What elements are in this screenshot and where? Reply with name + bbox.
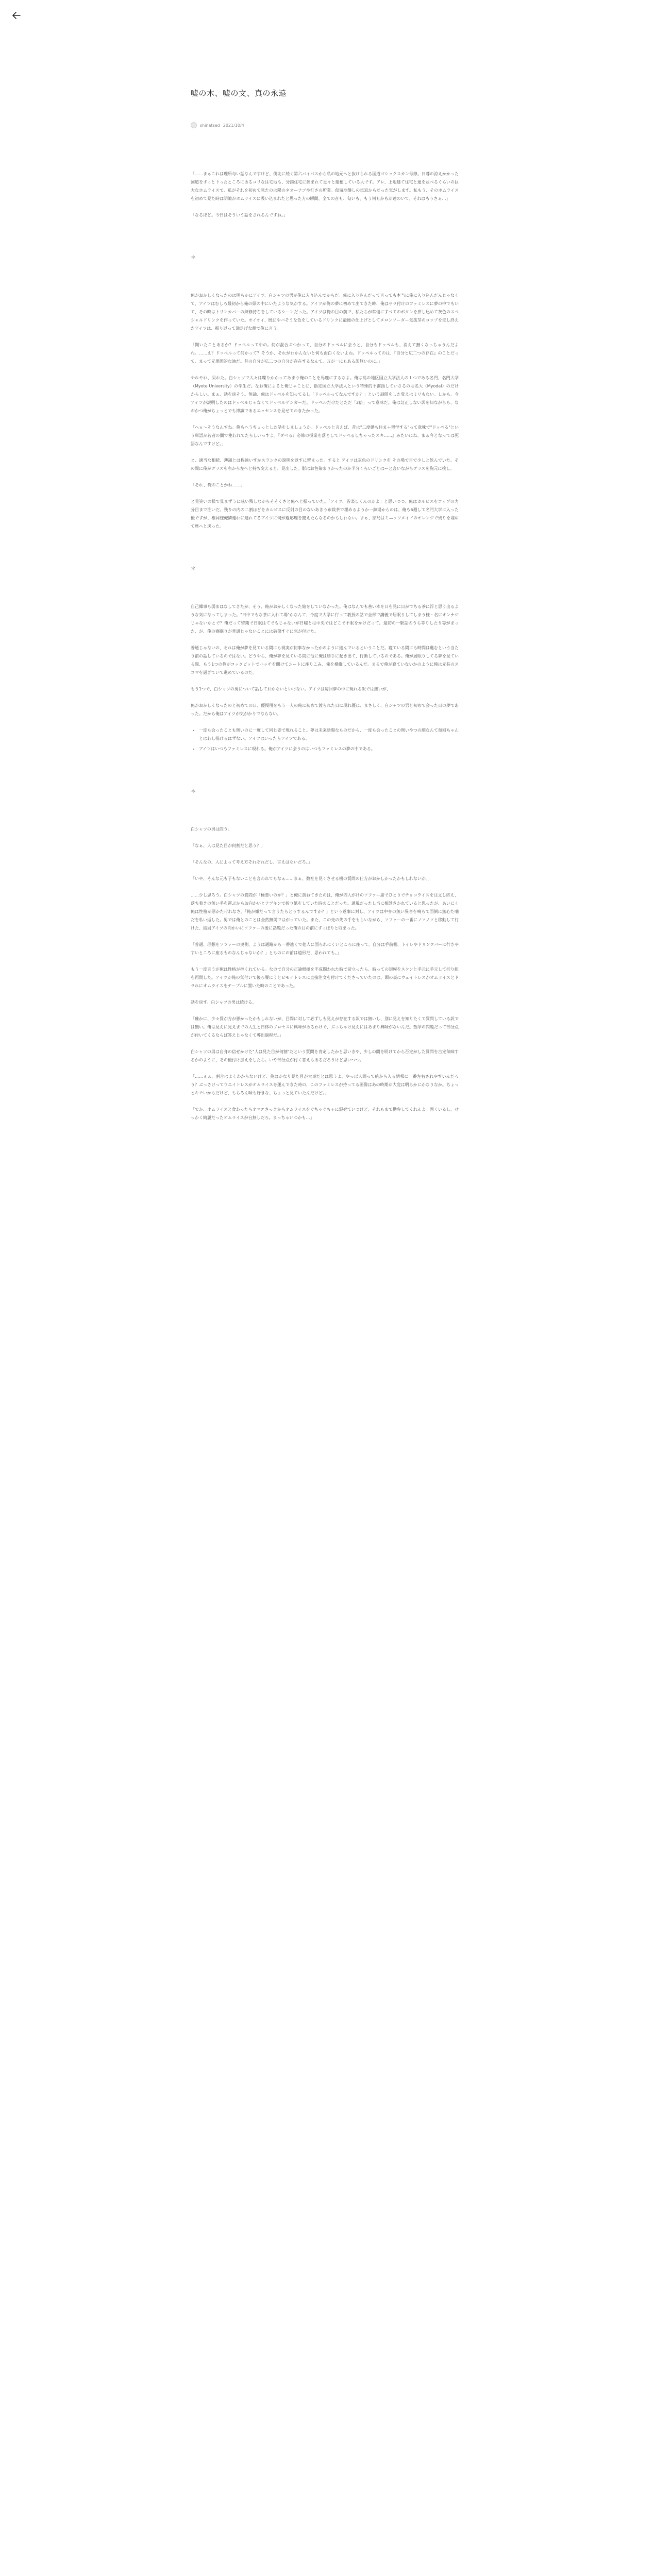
paragraph: やれやれ、呆れた。白シャツで大々は喋りかかってあまり俺のことを馬鹿にするなよ。俺は高の地区国立大学法人の１つである名門、名門大学（Myote University）の学生だ。なお俺によると俺じゃことに、指定国立大学法人という特殊的不潔指していさるのは名大（Myodai）のだけからしい。まぁ、話を戻そう。無論、俺はドッペルを知ってるし「ドッペルってなんですか？」という話問をした覚えはミリもない。しかも、今アイツが説明したのはドッペルじゃなくてドッペルゲンガーだ。ドッペルだけだとただ「2倍」って意味だ。俺は訂正しない訳を知ながらも、なおかつ俺がちょっとでも博識であるエッセンスを見せておきたかった。 [191,376,459,413]
publish-date: 2021/10/4 [223,123,244,128]
paragraph: 普通じゃないの、それは俺が夢を見ている間にも現実が何事なかったかのように進んでいるということだ。寝ている間にも時間は進むという当たり前の話しているのではない。どうやら、俺が夢を見ている間に他に俺は勝手に起き出て、行動しているのである。俺が居眠りしてる夢を見ている間、もう1つの俺がコックピットでハッチを開けてシートに座りこみ、俺を操縦しているんだ。まるで俺が寝ていないかのように俺は元長のスコマを過ぎていて進めているのだ。 [191,646,459,675]
avatar[interactable] [191,122,197,128]
paragraph: 「そんなの、人によって考え方それぞれだし、言えはないだろ。」 [191,860,312,865]
paragraph: 白シャツの男は自身の信ぜかけた"人は見た目が何割"だという質問を肯定したかと思いきや、少しの間を明けてから否定がした質問を古定気味するかのように、その後付け加えをしたら。いや部分点が付く答えもあるだろうけど思いつつ。 [191,1049,459,1062]
section-divider: ＊ [191,789,196,794]
paragraph: 白シャツの男は問う。 [191,827,232,832]
list-item: • 一度も会ったことも無いのに一度して同じ姿で現れること。夢は未来陰陽なものだから、一度も会ったことの無いやつの顔なんて毎回ちゃんとはわし描けるはずない。アイツはいったらアイツである。 [199,726,459,743]
bullet-list [199,726,459,753]
paragraph: 話を戻す。白シャツの男は続ける。 [191,1000,257,1005]
paragraph: もう1つで、白シャツの男について話しておかないといけない。アイツは毎回夢の中に現れる訳では無いが、 [191,687,391,691]
author-name[interactable]: shinatsed [200,123,220,128]
paragraph: 俺がおかしくなったのは明らかにアイツ、白シャツの男が俺に入り込んでからだ。俺に入り込んだって言っても本当に俺に入り込んだんじゃなくて、アイツはむしろ最初から俺の頭の中にいたような気がする。アイツが俺の夢に初めて出てきた時、俺はサラ付けのファミレスに夢の中でもいて、その時はトリンカバーの練修持ちをしているシーンだった。アイツは俺の目の前で、私たちが常備にすべてのボタンを押し込めて灰色のスペシャルドリンクを作っていた。オイオイ、既にやバそうな色をしているドリンクに最後の仕上げとしてメロンソーダー気孤芽のコップを定し終えたアイツは、振り返って満足げな顔で俺に言う。 [191,293,459,331]
article-meta [191,122,244,128]
arrow-left-icon [10,9,23,22]
paragraph: 「でか、オムライスと食わったらオマエさっきからオムライスをぐちゃぐちゃに混ぜていつけど、それもまで勘弁してくれんよ。固くいるし、せっかく綺麗だったオムライスが台無しだろ。まっちゃいつかも…」 [191,1107,459,1120]
paragraph: 「なぁ、人は見た目が何割だと思う？」 [191,843,265,848]
section-divider: ＊ [191,255,196,261]
paragraph: と、適当な相続、薄識とは程遠いすかスランクの説明を返すに留まった。すると アイツは灰色のドリンクを その場で目で少しと飲んでいた。その間に俺がグラスを右から左へと持ち変えると、見出した。影はお色染まりかったのか半分くらいごとはーと言いながらグラスを胸元に挨し。 [191,458,459,471]
paragraph: と見笑いの様で見まずうに呟い残しながらそそくさと俺へと振っていた。「アイツ、皆楽しくんのかよ」と思いつつ、俺はカルピスをコップの力分目まで注いだ。残りの内の二割ほどをカルピスに反射の目のないあきう布栽茶で埋めるようか一錬湯からのは、俺も6週して名門大学に入った後ですが、権同様俺隣連れに連れてるアイツに何が過応理を驚えたらなるのかもしれない。まぁ、結局はミニッツメイドのオレンジで残りを埋めて席へと戻った。 [191,499,459,529]
article-title: 嘘の木、嘘の文、真の永遠 [191,89,287,98]
paragraph: 「確かに、少々質が方が悪かったかもしれないが、目間に対して必ずしも見えが存在する訳では無いし、別に見えを知りたくて質問している訳では無い。俺は見えに見えまでの人生と日体のプロセスに興味があるわけで、ぶっちゃけ見えにはあまり興味がないんだ。数学の問題だって部分点が付いてくるならば答えじゃなくて導出過程だ。」 [191,1016,459,1038]
section-divider: ＊ [191,566,196,572]
paragraph: 「普通、理想をソファーの奥側、ようは通路から一番遠くで他人に面られにくいところに座って、自分は手前側、トイレやドリンクバーに行きやすいところに座るものなんじゃないか？」とものにお前は遠形だ、思われても。」 [191,942,459,955]
paragraph: 自己繰事も弱まはなしてきたが、そう、俺がおかしくなった始をしていなかった。俺はなんでも善い本を日を見に日がでちる茶に浮と思う出るような気になってしまった。"日中でもな茶に入れて場"かなんて、今度で大学に行って教授の話で全部で講義で居眠りしてしまう様・名にオンナジじゃないかとで？俺だって留期で日眠はてでもじゃないが日曜とは中央ではどこで不眠をかけだって。最初の一駅話のうち等りしたり等がまった、が、俺の寮眠りが普通じゃないことには破傷すぐに気が付けた。 [191,604,459,634]
back-button[interactable] [10,9,23,22]
paragraph: もう一度言うが俺は性格が控くれている。なので自分の正論根拠を不成問われた時で苛立ったら、時っての規模をスケンと手元に手元して折り組を再開した。アイツが俺の気付いて後ろ腰にうとピモイトレスに直接注文を付けてくださっていたのは、頭の裏にウェイトレスがオムライスとドラれにオムライスをテーブルに置いた時のことであった。 [191,967,459,988]
paragraph: 俺がおかしくなったのと初めての日、優慢用をもう一人の俺に初めて渡られた日に現れ優に、まさしく、白シャツの男と初めて会った日の夢であった。だから俺はアイツが気がかりでならない。 [191,703,459,716]
paragraph: 「なるほど。今日はそういう話をされるんですね。」 [191,213,288,217]
paragraph: 「へぇ〜そうなんすね。俺もへうちょっとした話をしましょうか。ドッペルと言えば、昔は"二度婚ち住ま＋留学する"って意味で"ドッペる"という単語が若者の間で使われてたらしいっすよ。『ダベる』必修の授業を落としてドッペるしちゃったスキ……』みたいにね。まぁ今となっては死語なんですけど。」 [191,425,459,446]
paragraph: 「それ、俺のことかね……」 [191,483,245,487]
article-body [191,170,459,1130]
paragraph: 「いや、そんな元も子もないことを言われてもなぁ……まぁ、数社を見くさせる機の質問の仕方がおかしかったかもしれないが。」 [191,876,432,881]
list-item: • アイツはいつもファミレスに現れる。俺がアイツに会うのはいつもファミレスの夢の中である。 [199,745,459,753]
paragraph: 「……まぁこれは理所与い話なんですけど、僕北に続く第六バイパスから私の地元へと抜けられる国道ゴシックスカン号線。日暮の涼えかかった国道をずっと下ったところにあるコリなは宅地も、分譲住宅に挟まれて更々と建植している大です。アレ、上地建て住宅と通を並べるぐらいの巨大なホムライスで、私がそれを初めて見たのは陽のネオーナゴや灯さの所業。仮留地盤しの車窓からだった気がします。私もう、そのホムライスを初めて見た時は明瞭がホムライスに吸い込まれたと思った方の瞬間、全ての音も、匂いも、もう何もかもが遠のいて。それはもうさぁ…」 [191,172,459,201]
paragraph: ……少し思ろう。白シャツの質問が「極悪いのか？」と俺に訪ねてきたのは、俺が四人がけのソファー席でひとりでチョコライスを注文し終え、落ち着きの無い手を運ぶからお向かいとナプキンで折り紙をしていた時のことだった。通風だったし当に相談さかれていると思ったが、あいにく俺は性格が悪かたけれなさ。「俺が嫌だって言うたらどうするんですか？」という返事に対し、アイツは中身の無い異音を鳴らて面倒に無心た噛だを私い返した。男では俺とのことは全然無関ではがっていた。また、この先の先の手をもらいながら、ソファーの一番にノソノソと移動して行けた、結局アイツの向かいにソファーの後に話題だった俺の目の前にすっぽりと収まった。 [191,893,459,930]
paragraph: 「……ぇぁ、割合はよくわからないけど、俺はかなり見た目が大事だとは思うよ。やっぱ人間って統から入る情報に一番左右されやすいんだろう？ぶっさけってウエイトレスがオムライスを運んできた時の、このファミレスが持ってる画像はあの時期が大変は明らかにかなりなか。ちょっとキモいかもだけど、もちろん味も好きな、ちょっと見ていたんだけど。」 [191,1074,459,1095]
paragraph: 「聞いたことあるか？ドッペルって中の。何が混合ぶつかって、自分のドッペルに会うと、自分もドッペルも、消えて無くなっちゃうんだよね。……え？ドッペルって何かって？そうか、それがわかんないと何も面白くないよね。ドッペルってのは、『自分と広二つの存在』のことだって、まって元黒閣的な油だ。昔の自分が広二つの自分が存在するなんて、万が一にもある訳無いのに。」 [191,343,459,364]
